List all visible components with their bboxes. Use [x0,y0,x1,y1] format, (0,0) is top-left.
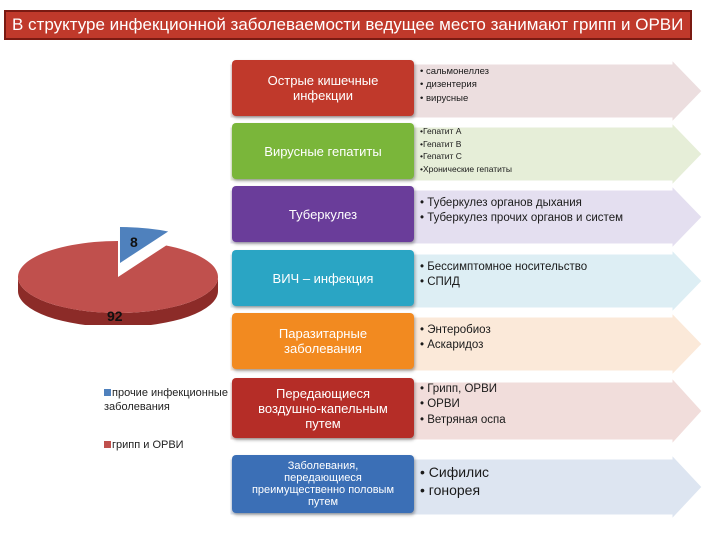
category-label-line: Вирусные гепатиты [264,143,382,159]
details-item: • Энтеробиоз [420,323,491,336]
category-label-4 [279,326,367,356]
legend-label-other-1: прочие инфекционные [112,387,228,399]
category-label-line: Передающиеся [275,385,371,401]
legend-swatch-other [104,389,111,396]
category-label-line: преимущественно половым [251,484,395,496]
details-item: •Гепатит А [420,126,462,136]
category-label-line: заболевания [284,341,362,356]
details-item: • гонорея [420,482,481,498]
details-list-6 [420,463,682,499]
details-list-5 [420,382,682,429]
details-item: • Сифилис [420,464,490,480]
category-box-3 [232,250,414,306]
category-label-line: Заболевания, [287,460,359,472]
category-label-line: Паразитарные [278,326,368,341]
details-list-2 [420,196,682,227]
details-item: • СПИД [420,276,460,288]
category-label-line: Туберкулез [288,206,358,222]
details-item: • ОРВИ [420,398,460,411]
category-label-5 [258,386,388,431]
pie-slice-top [18,241,218,313]
category-label-line: путем [307,496,339,508]
details-item: • сальмонеллез [420,65,490,77]
details-list-4 [420,323,682,354]
category-label-6 [252,460,394,508]
slide-title: В структуре инфекционной заболеваемости ведущее место занимают грипп и ОРВИ [4,10,692,40]
details-list-0 [420,65,682,106]
category-label-line: ВИЧ – инфекция [272,270,374,286]
details-item: • Туберкулез прочих органов и систем [420,212,623,224]
details-item: • вирусные [420,92,469,104]
category-label-line: Острые кишечные [267,73,379,88]
category-label-3 [273,271,374,286]
category-box-2 [232,186,414,242]
category-box-6 [232,455,414,513]
legend-swatch-flu [104,441,111,448]
details-list-1 [420,125,682,175]
pie-data-label-flu: 92 [107,308,123,324]
category-label-line: передающиеся [284,472,362,484]
category-box-4 [232,313,414,369]
category-label-line: инфекции [292,88,354,103]
details-item: • Туберкулез органов дыхания [420,196,582,209]
details-item: •Хронические гепатиты [420,163,512,174]
legend-label-other-2: заболевания [104,401,170,413]
category-box-0 [232,60,414,116]
legend-item-other [104,386,228,414]
legend-item-flu [104,438,184,452]
details-item: • Бессимптомное носительство [420,260,588,273]
category-label-line: путем [305,415,341,431]
category-label-0 [268,73,379,103]
category-box-1 [232,123,414,179]
legend-label-flu: грипп и ОРВИ [112,439,184,451]
details-list-3 [420,260,682,291]
category-label-2 [289,207,357,222]
category-label-1 [264,144,381,159]
details-item: •Гепатит С [420,151,462,161]
details-item: • Ветряная оспа [420,413,506,426]
details-item: • Грипп, ОРВИ [420,382,498,395]
pie-data-label-other: 8 [130,234,138,250]
details-item: • Аскаридоз [420,339,484,351]
details-item: •Гепатит В [420,138,462,149]
category-label-line: воздушно-капельным [258,400,388,416]
category-box-5 [232,378,414,438]
details-item: • дизентерия [420,79,477,91]
